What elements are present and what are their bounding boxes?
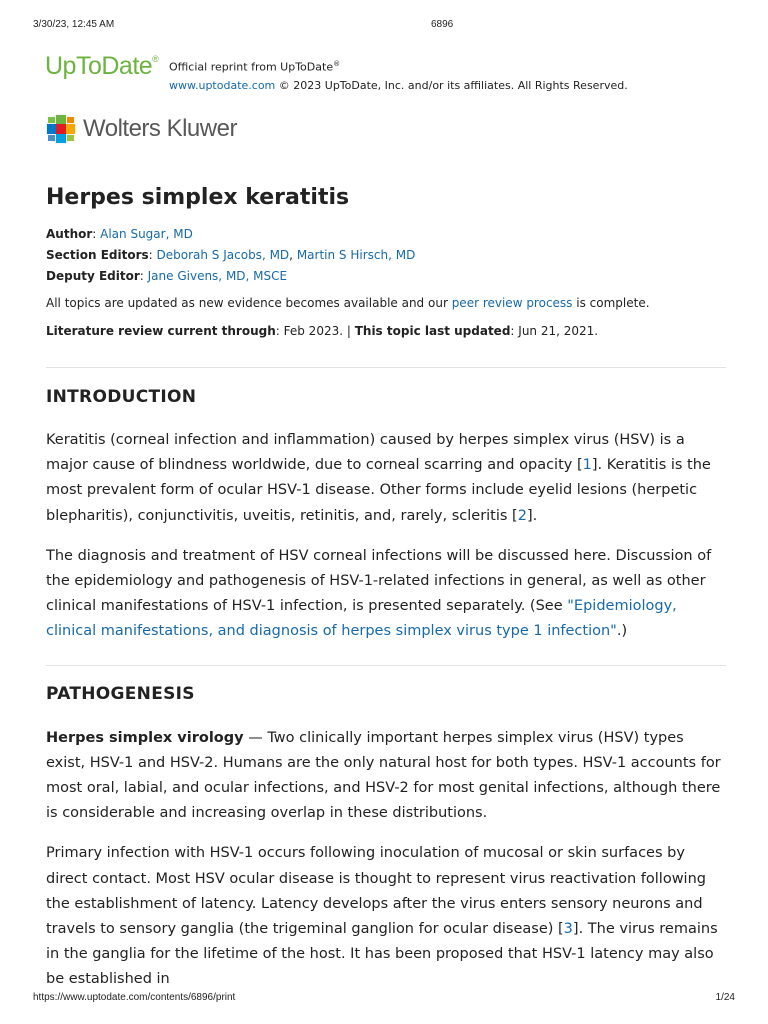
pathogenesis-heading: PATHOGENESIS	[46, 683, 195, 704]
section-editors-line: Section Editors: Deborah S Jacobs, MD, Martin S Hirsch, MD	[46, 248, 416, 262]
article-title: Herpes simplex keratitis	[46, 185, 350, 210]
wolters-kluwer-mark-icon	[45, 113, 77, 145]
deputy-editor-link[interactable]: Jane Givens, MD, MSCE	[147, 269, 288, 283]
introduction-paragraph: Keratitis (corneal infection and inflammation) caused by herpes simplex virus (HSV) is a major cause of blindness worldwide, due to corneal scarring and opacity [1]. Keratitis is the most prevalent form of ocular HSV-1 disease. Other forms include eyelid lesions (herpetic blepharitis), conjunctivitis, uveitis, retinitis, and, rarely, scleritis [2].	[46, 432, 711, 524]
subsection-lead: Herpes simplex virology	[46, 729, 244, 746]
wolters-kluwer-logo	[45, 113, 345, 147]
topic-link[interactable]: "Epidemiology, clinical manifestations, and diagnosis of herpes simplex virus type 1 infection"	[46, 598, 677, 640]
uptodate-logo: UpToDate®	[45, 52, 159, 80]
section-editor-link[interactable]: Martin S Hirsch, MD	[296, 248, 416, 262]
author-line: Author: Alan Sugar, MD	[46, 227, 193, 241]
uptodate-site-link[interactable]: www.uptodate.com	[169, 78, 276, 92]
article-content	[46, 180, 726, 993]
peer-review-link[interactable]: peer review process	[451, 296, 573, 310]
print-url: https://www.uptodate.com/contents/6896/print	[33, 992, 236, 1003]
deputy-editor-line: Deputy Editor: Jane Givens, MD, MSCE	[46, 269, 288, 283]
introduction-paragraph: The diagnosis and treatment of HSV corneal infections will be discussed here. Discussion of the epidemiology and pathogenesis of HSV-1-related infections in general, as well as other clinical manifestations of HSV-1 infection, is presented separately. (See "Epidemiology, clinical manifestations, and diagnosis of herpes simplex virus type 1 infection".)	[46, 547, 712, 640]
section-divider	[46, 367, 726, 368]
section-divider	[46, 665, 726, 666]
brand-row	[45, 52, 725, 92]
reference-link[interactable]: 2	[517, 507, 527, 524]
reprint-notice: Official reprint from UpToDate® www.uptodate.com © 2023 UpToDate, Inc. and/or its affiliates. All Rights Reserved.	[169, 60, 628, 92]
pathogenesis-paragraph: Primary infection with HSV-1 occurs following inoculation of mucosal or skin surfaces by direct contact. Most HSV ocular disease is thought to represent virus reactivation following the establishment of latency. Latency develops after the virus enters sensory neurons and travels to sensory ganglia (the trigeminal ganglion for ocular disease) [3]. The virus remains in the ganglia for the lifetime of the host. It has been proposed that HSV-1 latency may also be established in	[46, 845, 718, 988]
copyright-text: © 2023 UpToDate, Inc. and/or its affiliates. All Rights Reserved.	[278, 78, 628, 92]
introduction-heading: INTRODUCTION	[46, 387, 197, 407]
print-datetime: 3/30/23, 12:45 AM	[33, 19, 115, 30]
author-link[interactable]: Alan Sugar, MD	[100, 227, 193, 241]
update-notice: All topics are updated as new evidence becomes available and our peer review process is complete.	[46, 296, 650, 310]
page-number: 1/24	[715, 992, 735, 1003]
literature-review-line: Literature review current through: Feb 2023. | This topic last updated: Jun 21, 2021.	[46, 324, 599, 338]
reference-link[interactable]: 3	[563, 921, 573, 938]
reprint-text: Official reprint from UpToDate	[169, 60, 334, 74]
print-footer	[33, 992, 735, 1006]
section-editor-link[interactable]: Deborah S Jacobs, MD	[156, 248, 290, 262]
wolters-kluwer-text: Wolters Kluwer	[83, 115, 237, 142]
print-doc-id: 6896	[431, 19, 454, 30]
pathogenesis-paragraph: Herpes simplex virology — Two clinically important herpes simplex virus (HSV) types exist, HSV-1 and HSV-2. Humans are the only natural host for both types. HSV-1 accounts for most oral, labial, and ocular infections, and HSV-2 for most genital infections, although there is considerable and increasing overlap in these distributions.	[46, 729, 721, 822]
print-header	[33, 19, 735, 33]
reference-link[interactable]: 1	[582, 457, 592, 474]
